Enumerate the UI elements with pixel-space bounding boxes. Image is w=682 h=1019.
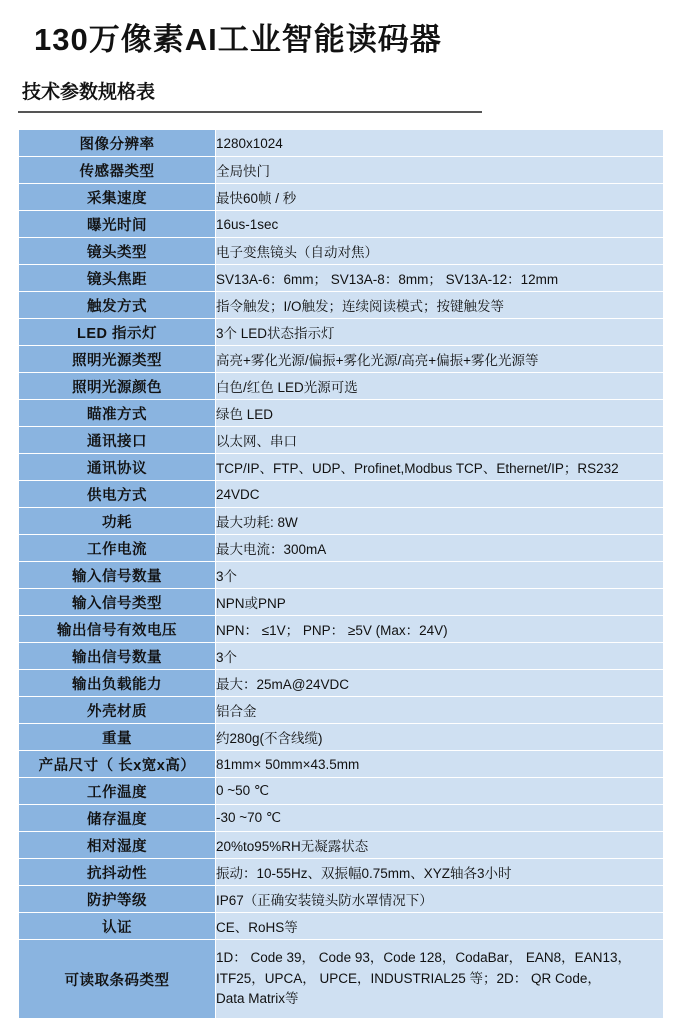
row-label: 瞄准方式 [19, 400, 216, 427]
table-row [19, 589, 664, 616]
row-label: 认证 [19, 913, 216, 940]
table-row-barcode-types [19, 940, 664, 1019]
row-label: 外壳材质 [19, 697, 216, 724]
row-label: 可读取条码类型 [19, 940, 216, 1019]
table-row [19, 508, 664, 535]
row-label: 供电方式 [19, 481, 216, 508]
table-row [19, 373, 664, 400]
spec-sheet-page [0, 10, 682, 1019]
row-label: 通讯协议 [19, 454, 216, 481]
table-row [19, 562, 664, 589]
row-label: 输出负载能力 [19, 670, 216, 697]
row-label: 图像分辨率 [19, 130, 216, 157]
row-label: 镜头焦距 [19, 265, 216, 292]
table-row [19, 670, 664, 697]
row-label: 输出信号有效电压 [19, 616, 216, 643]
row-value: 约280g(不含线缆) [216, 724, 664, 751]
table-row [19, 238, 664, 265]
table-row [19, 859, 664, 886]
row-label: 照明光源类型 [19, 346, 216, 373]
table-row [19, 697, 664, 724]
row-value: 指令触发；I/O触发；连续阅读模式；按键触发等 [216, 292, 664, 319]
table-row [19, 886, 664, 913]
table-row [19, 265, 664, 292]
row-value: 1280x1024 [216, 130, 664, 157]
row-value: 0 ~50 ℃ [216, 778, 664, 805]
row-value: 81mm× 50mm×43.5mm [216, 751, 664, 778]
row-label: 抗抖动性 [19, 859, 216, 886]
spec-table-body [19, 130, 664, 1019]
row-value: 16us-1sec [216, 211, 664, 238]
row-label: 触发方式 [19, 292, 216, 319]
row-value: 最大功耗: 8W [216, 508, 664, 535]
row-label: 工作温度 [19, 778, 216, 805]
page-title: 130万像素AI工业智能读码器 [34, 22, 442, 57]
row-label: 采集速度 [19, 184, 216, 211]
row-value: 全局快门 [216, 157, 664, 184]
table-row [19, 319, 664, 346]
row-value: NPN或PNP [216, 589, 664, 616]
row-label: 传感器类型 [19, 157, 216, 184]
row-value: TCP/IP、FTP、UDP、Profinet,Modbus TCP、Ethernet/IP；RS232 [216, 454, 664, 481]
row-value: NPN： ≤1V； PNP： ≥5V (Max：24V) [216, 616, 664, 643]
row-value-line: 1D： Code 39， Code 93，Code 128，CodaBar， EAN8，EAN13， [216, 949, 631, 965]
table-row [19, 778, 664, 805]
table-row [19, 616, 664, 643]
table-row [19, 913, 664, 940]
table-row [19, 643, 664, 670]
row-value: IP67（正确安装镜头防水罩情况下） [216, 886, 664, 913]
table-row [19, 157, 664, 184]
row-value: 以太网、串口 [216, 427, 664, 454]
table-row [19, 292, 664, 319]
table-row [19, 427, 664, 454]
row-value: 20%to95%RH无凝露状态 [216, 832, 664, 859]
row-label: 照明光源颜色 [19, 373, 216, 400]
row-value-line: ITF25，UPCA， UPCE，INDUSTRIAL25 等；2D： QR Code， [216, 970, 601, 986]
table-row [19, 211, 664, 238]
row-label: 功耗 [19, 508, 216, 535]
table-row [19, 751, 664, 778]
section-title: 技术参数规格表 [18, 77, 482, 113]
row-label: 输入信号数量 [19, 562, 216, 589]
row-label: 工作电流 [19, 535, 216, 562]
row-label: 重量 [19, 724, 216, 751]
table-row [19, 724, 664, 751]
row-value: 白色/红色 LED光源可选 [216, 373, 664, 400]
row-value: 振动：10-55Hz、双振幅0.75mm、XYZ轴各3小时 [216, 859, 664, 886]
table-row [19, 184, 664, 211]
row-label: 曝光时间 [19, 211, 216, 238]
row-value: 最大：25mA@24VDC [216, 670, 664, 697]
row-label: 相对湿度 [19, 832, 216, 859]
row-label: 储存温度 [19, 805, 216, 832]
row-value: -30 ~70 ℃ [216, 805, 664, 832]
row-value: CE、RoHS等 [216, 913, 664, 940]
table-row [19, 805, 664, 832]
row-value: SV13A-6：6mm； SV13A-8：8mm； SV13A-12：12mm [216, 265, 664, 292]
row-label: 输入信号类型 [19, 589, 216, 616]
row-label: 输出信号数量 [19, 643, 216, 670]
row-value: 高亮+雾化光源/偏振+雾化光源/高亮+偏振+雾化光源等 [216, 346, 664, 373]
row-value: 最快60帧 / 秒 [216, 184, 664, 211]
table-row [19, 130, 664, 157]
table-row [19, 535, 664, 562]
row-value [216, 940, 664, 1019]
row-value: 3个 [216, 562, 664, 589]
row-value: 24VDC [216, 481, 664, 508]
table-row [19, 481, 664, 508]
row-label: 镜头类型 [19, 238, 216, 265]
spec-table [18, 129, 664, 1019]
row-value: 电子变焦镜头（自动对焦） [216, 238, 664, 265]
table-row [19, 454, 664, 481]
table-row [19, 400, 664, 427]
row-value: 绿色 LED [216, 400, 664, 427]
row-value-line: Data Matrix等 [216, 991, 299, 1007]
row-value: 铝合金 [216, 697, 664, 724]
row-value: 3个 [216, 643, 664, 670]
row-value: 3个 LED状态指示灯 [216, 319, 664, 346]
table-row [19, 346, 664, 373]
row-label: LED 指示灯 [19, 319, 216, 346]
row-label: 通讯接口 [19, 427, 216, 454]
row-label: 产品尺寸（ 长x宽x高） [19, 751, 216, 778]
row-label: 防护等级 [19, 886, 216, 913]
row-value: 最大电流：300mA [216, 535, 664, 562]
table-row [19, 832, 664, 859]
